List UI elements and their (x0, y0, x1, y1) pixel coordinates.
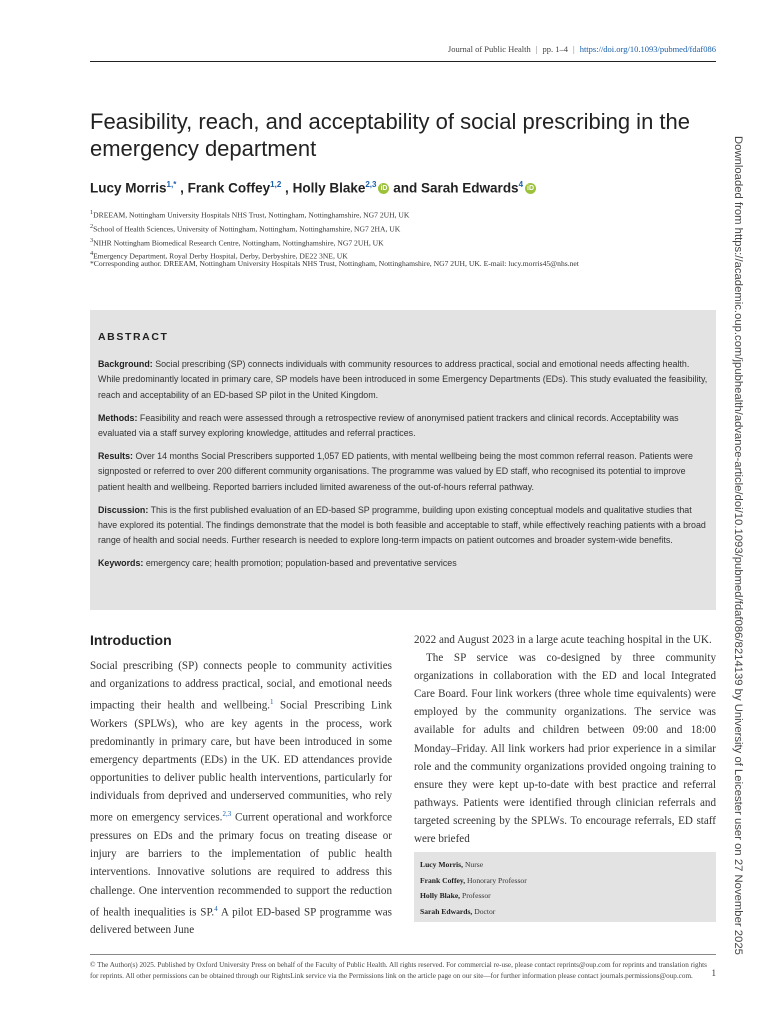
role-author-name: Frank Coffey, (420, 875, 466, 885)
doi-link[interactable]: https://doi.org/10.1093/pubmed/fdaf086 (579, 44, 716, 54)
intro-text-segment: Social prescribing (SP) connects people to community activities and organizations to address practical, social, and emotional needs impacting their health and wellbeing. (90, 660, 392, 712)
author-role (420, 907, 495, 916)
author-list (90, 180, 536, 196)
role-title: Honorary Professor (467, 875, 527, 885)
footer-rule (90, 954, 716, 955)
citation-marker[interactable]: 4 (214, 904, 218, 913)
orcid-icon[interactable]: iD (527, 185, 535, 193)
author-role (420, 860, 483, 869)
running-header: Journal of Public Health | pp. 1–4 | https://doi.org/10.1093/pubmed/fdaf086 (447, 44, 716, 54)
column-right (414, 631, 716, 848)
abstract-section-label: Keywords: (98, 558, 144, 569)
author-affiliation-marker: 1,* (166, 180, 177, 189)
author-name: Holly Blake (292, 180, 366, 196)
affiliation-text: School of Health Sciences, University of Nottingham, Nottingham, Nottinghamshire, NG7 2HA, UK (93, 224, 401, 234)
copyright-footer: © The Author(s) 2025. Published by Oxford University Press on behalf of the Faculty of Public Health. All rights reserved. For commercial re-use, please contact reprints@oup.com for reprints and translation rights for reprints. All other permissions can be obtained through our RightsLink service via the Permissions link on the article page on our site—for further information please contact journals.permissions@oup.com. (90, 961, 707, 980)
author-name: Lucy Morris (90, 180, 167, 196)
introduction-heading: Introduction (90, 632, 172, 648)
citation-marker[interactable]: 2,3 (222, 810, 232, 819)
intro-paragraph-1 (90, 657, 392, 939)
affiliation-number: 3 (90, 236, 94, 244)
page-number: 1 (711, 968, 716, 978)
role-title: Nurse (464, 860, 484, 869)
intro-text-segment: Current operational and workforce pressures on EDs and the primary focus on treating disease or injury are barriers to the implementation of public health interventions. Innovative solutions are required to address this challenge. One intervention recommended to support the reduction of health inequalities is SP. (90, 812, 393, 919)
affiliation-line (90, 235, 409, 249)
abstract-section-label: Discussion: (98, 504, 149, 515)
affiliations (90, 207, 409, 262)
author-name: Sarah Edwards (421, 180, 519, 196)
role-title: Doctor (474, 906, 496, 916)
affiliation-number: 2 (90, 222, 94, 230)
abstract-section-text: Social prescribing (SP) connects individuals with community resources to address practical, social and emotional needs affecting health. While predominantly located in primary care, SP models have been introduced in some Emergency Departments (EDs). This study evaluated the feasibility, reach and acceptability of an ED-based SP pilot in the United Kingdom. (98, 359, 708, 400)
journal-name: Journal of Public Health (447, 44, 531, 54)
abstract-section (98, 449, 708, 495)
author-name: Frank Coffey (187, 180, 271, 196)
affiliation-number: 1 (90, 209, 94, 216)
abstract-section (98, 411, 708, 441)
affiliation-line (90, 221, 409, 235)
role-author-name: Holly Blake, (420, 891, 461, 900)
author-affiliation-marker: 2,3 (365, 180, 377, 189)
affiliation-text: NIHR Nottingham Biomedical Research Centre, Nottingham, Nottinghamshire, NG7 2UH, UK (93, 238, 384, 248)
abstract-section-text: Over 14 months Social Prescribers supported 1,057 ED patients, with mental wellbeing being the most common referral reason. Patients were signposted or referred to over 200 different community organisations. The programme was valued by ED staff, who recognised its potential to improve patient health and wellbeing. Reported barriers included limited awareness of the out-of-hours referral pathway. (98, 451, 693, 492)
affiliation-line (90, 207, 409, 221)
intro-text-segment: A pilot ED-based SP programme was delivered between June (90, 906, 392, 937)
abstract-section (98, 556, 708, 571)
page-range: pp. 1–4 (542, 44, 568, 54)
abstract-heading: ABSTRACT (98, 331, 169, 343)
corresponding-author: *Corresponding author. DREEAM, Nottingham University Hospitals NHS Trust, Nottingham, Nottinghamshire, NG7 2UH, UK. E-mail: lucy.morris45@nhs.net (90, 259, 579, 268)
author-affiliation-marker: 1,2 (270, 180, 282, 189)
orcid-icon[interactable]: iD (380, 185, 388, 193)
role-author-name: Lucy Morris, (420, 860, 464, 869)
abstract-section-label: Background: (98, 359, 153, 370)
author-separator: , (285, 180, 289, 196)
affiliation-number: 4 (90, 250, 94, 258)
role-author-name: Sarah Edwards, (420, 906, 473, 916)
author-separator: and (393, 180, 418, 196)
author-separator: , (180, 180, 184, 196)
abstract-section-label: Methods: (98, 412, 138, 423)
abstract-section (98, 357, 708, 403)
intro-paragraph-continued: 2022 and August 2023 in a large acute teaching hospital in the UK. (414, 634, 712, 646)
author-role (420, 891, 491, 900)
download-watermark: Downloaded from https://academic.oup.com/jpubhealth/advance-article/doi/10.1093/pubmed/fdaf086/8214139 by University of Leicester user on 27 November 2025 (732, 136, 744, 955)
header-rule (90, 61, 716, 62)
author-affiliation-marker: 4 (518, 180, 524, 189)
intro-text-segment: Social Prescribing Link Workers (SPLWs), who are key agents in the process, work predominantly in primary care, but have been introduced in some emergency departments (EDs) in the UK. ED attendances provide opportunities to deliver public health interventions, particularly for individuals from deprived and underserved communities, who rely more on emergency services. (90, 699, 393, 825)
abstract-section-text: This is the first published evaluation of an ED-based SP programme, building upon existing conceptual models and qualitative studies that have explored its potential. The findings demonstrate that the model is both feasible and acceptable to staff, while effectively reaching patients with a broad range of health and social needs. Further research is needed to explore long-term impacts on patient outcomes and broader system-wide benefits. (98, 504, 706, 546)
author-roles-box (414, 852, 716, 922)
citation-marker[interactable]: 1 (270, 698, 274, 707)
role-title: Professor (462, 891, 491, 900)
abstract-section-label: Results: (98, 451, 134, 462)
author-role (420, 876, 527, 885)
article-title: Feasibility, reach, and acceptability of social prescribing in the emergency department (90, 109, 691, 161)
affiliation-text: Emergency Department, Royal Derby Hospital, Derby, Derbyshire, DE22 3NE, UK (93, 252, 348, 262)
intro-paragraph-2: The SP service was co-designed by three community organizations in collaboration with the ED and local Integrated Care Board. Four link workers (three whole time equivalents) were employed by the community organizations. The service was available for adults and children between 09:00 and 18:00 Monday–Friday. All link workers had prior experience in a similar role and the community organizations provided ongoing training to ensure they were kept up-to-date with best practice and referral pathways. Patients were identified through clinician referrals and targeted screening by the SPLWs. To encourage referrals, ED staff were briefed (414, 652, 716, 846)
abstract-box (90, 310, 716, 610)
abstract-section (98, 503, 708, 549)
column-left (90, 631, 392, 939)
abstract-section-text: emergency care; health promotion; population-based and preventative services (145, 558, 457, 569)
abstract-section-text: Feasibility and reach were assessed through a retrospective review of anonymised patient trackers and clinical records. Acceptability was evaluated via a staff survey exploring knowledge, attitudes and referral practices. (98, 412, 679, 439)
affiliation-text: DREEAM, Nottingham University Hospitals NHS Trust, Nottingham, Nottinghamshire, NG7 2UH, UK (93, 210, 410, 220)
